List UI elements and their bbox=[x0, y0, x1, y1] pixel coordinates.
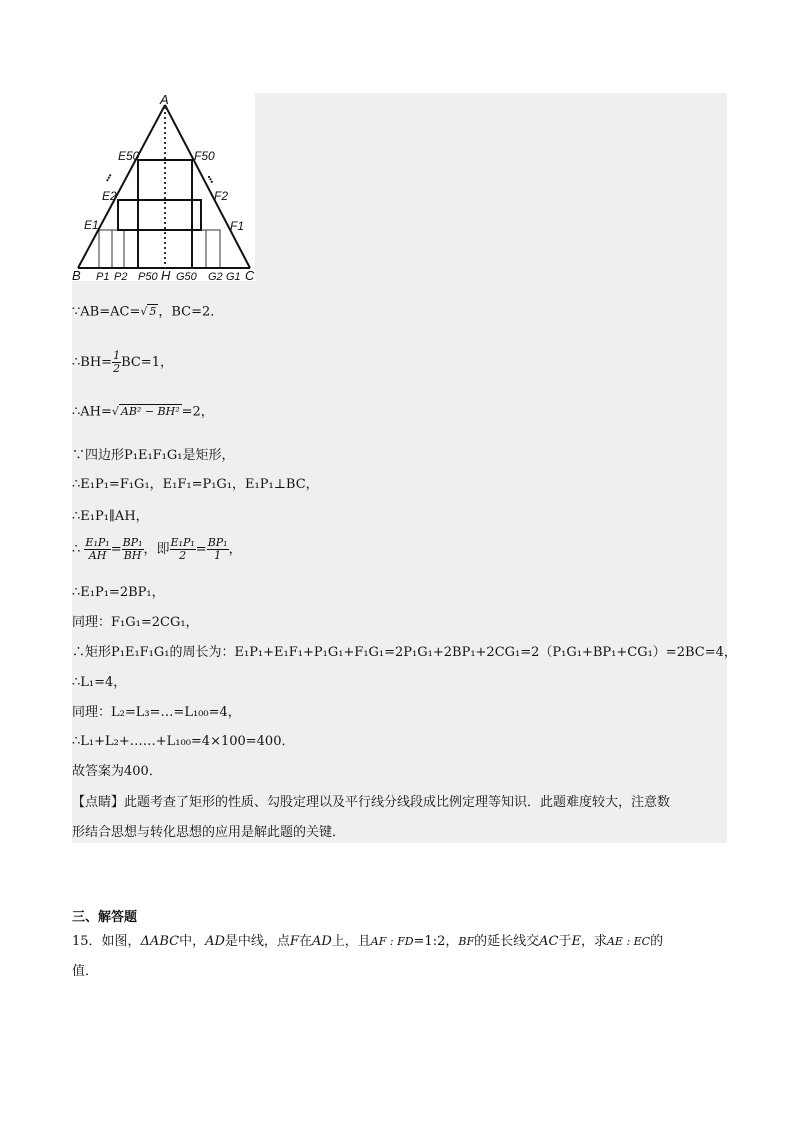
text: =2， bbox=[181, 404, 214, 420]
text: ，BC=2． bbox=[158, 304, 224, 320]
sqrt-5: √ 5 bbox=[140, 305, 157, 318]
label-e2: E2 bbox=[102, 189, 117, 203]
text: BC=1， bbox=[121, 355, 173, 370]
line-proportion bbox=[72, 537, 242, 562]
numerator: 1 bbox=[113, 349, 121, 362]
numerator: E₁P₁ bbox=[170, 536, 195, 549]
label-c: C bbox=[245, 268, 255, 281]
rect-2 bbox=[118, 200, 201, 230]
line-parallel: ∴E₁P₁∥AH， bbox=[72, 509, 149, 524]
fraction-e1p1-2 bbox=[170, 537, 196, 562]
comment-line-2: 形结合思想与转化思想的应用是解此题的关键． bbox=[72, 825, 346, 840]
label-b: B bbox=[72, 268, 81, 281]
text: ∴BH= bbox=[72, 355, 113, 370]
text: 15．如图， bbox=[72, 934, 141, 949]
label-g2: G2 bbox=[208, 271, 223, 281]
text: =1:2， bbox=[413, 934, 459, 949]
text: ∴AH= bbox=[72, 404, 112, 420]
label-g50: G50 bbox=[176, 271, 197, 281]
math: E bbox=[571, 934, 581, 949]
math: AD bbox=[205, 934, 225, 949]
text: 值． bbox=[72, 964, 99, 979]
denominator: 1 bbox=[214, 549, 222, 562]
text: 是中线，点 bbox=[224, 934, 290, 949]
dots-left: ••• bbox=[102, 171, 115, 184]
line-ah bbox=[72, 403, 214, 422]
triangle-figure bbox=[72, 93, 255, 281]
line-ab-ac bbox=[72, 303, 223, 322]
label-f50: F50 bbox=[194, 149, 215, 163]
line-e1p1: ∴E₁P₁=2BP₁， bbox=[72, 585, 165, 600]
line-equal-sides: ∴E₁P₁=F₁G₁，E₁F₁=P₁G₁，E₁P₁⊥BC， bbox=[72, 477, 319, 492]
dots-right: ••• bbox=[204, 173, 217, 186]
math: AC bbox=[539, 934, 559, 949]
label-e1: E1 bbox=[84, 218, 99, 232]
label-a: A bbox=[160, 93, 169, 107]
math: BF bbox=[458, 935, 475, 948]
label-h: H bbox=[161, 268, 171, 281]
problem-15 bbox=[72, 927, 728, 987]
line-answer: 故答案为400． bbox=[72, 764, 162, 779]
text: = bbox=[195, 542, 207, 557]
text: ∵AB=AC= bbox=[72, 304, 141, 320]
math: AE : EC bbox=[606, 935, 651, 948]
fraction-bp1-1 bbox=[207, 537, 229, 562]
text: ∴ bbox=[72, 542, 81, 557]
text: = bbox=[110, 542, 122, 557]
text: 上，且 bbox=[331, 934, 371, 949]
math: AF : FD bbox=[370, 935, 414, 948]
sqrt-ab-bh: √ AB² − BH² bbox=[111, 405, 180, 418]
line-perimeter: ∴矩形P₁E₁F₁G₁的周长为：E₁P₁+E₁F₁+P₁G₁+F₁G₁=2P₁G₁+2BP₁+2CG₁=2（P₁G₁+BP₁+CG₁）=2BC=4， bbox=[72, 645, 737, 660]
math: F bbox=[289, 934, 299, 949]
side-ab bbox=[78, 105, 165, 268]
text: ，求 bbox=[580, 934, 607, 949]
radicand: 5 bbox=[149, 305, 157, 318]
line-rectangle: ∵四边形P₁E₁F₁G₁是矩形， bbox=[72, 448, 235, 463]
label-p1: P1 bbox=[96, 271, 110, 281]
numerator: BP₁ bbox=[207, 536, 228, 549]
text: ， bbox=[228, 542, 242, 557]
triangle-diagram bbox=[72, 93, 255, 281]
fraction-e1p1-ah bbox=[84, 537, 110, 562]
fraction-bp1-bh bbox=[122, 537, 144, 562]
radicand: AB² − BH² bbox=[120, 405, 180, 418]
denominator: 2 bbox=[179, 549, 187, 562]
numerator: BP₁ bbox=[122, 536, 143, 549]
line-sum: ∴L₁+L₂+……+L₁₀₀=4×100=400． bbox=[72, 734, 295, 749]
denominator: 2 bbox=[113, 362, 121, 375]
text: 的延长线交 bbox=[474, 934, 540, 949]
line-l1: ∴L₁=4， bbox=[72, 675, 127, 690]
fraction-half bbox=[112, 350, 121, 375]
text: 中， bbox=[179, 934, 206, 949]
label-f1: F1 bbox=[230, 219, 245, 233]
label-p2: P2 bbox=[114, 271, 128, 281]
text: ，即 bbox=[143, 542, 170, 557]
line-l-equal: 同理：L₂=L₃=…=L₁₀₀=4， bbox=[72, 705, 241, 720]
comment-line-1: 【点睛】此题考查了矩形的性质、勾股定理以及平行线分线段成比例定理等知识．此题难度较大，注意数 bbox=[72, 795, 671, 810]
label-p50: P50 bbox=[138, 271, 158, 281]
line-bh bbox=[72, 350, 173, 375]
line-f1g1: 同理：F₁G₁=2CG₁， bbox=[72, 615, 199, 630]
label-g1: G1 bbox=[226, 271, 241, 281]
text: 于 bbox=[558, 934, 572, 949]
text: 的 bbox=[650, 934, 664, 949]
math: AD bbox=[311, 934, 332, 949]
text: 在 bbox=[298, 934, 312, 949]
math: ΔABC bbox=[140, 934, 180, 949]
numerator: E₁P₁ bbox=[85, 536, 110, 549]
side-ac bbox=[165, 105, 250, 268]
denominator: BH bbox=[123, 549, 142, 562]
rect-1 bbox=[99, 230, 220, 268]
section-title: 三、解答题 bbox=[72, 910, 138, 925]
denominator: AH bbox=[88, 549, 107, 562]
label-e50: E50 bbox=[118, 149, 140, 163]
label-f2: F2 bbox=[214, 189, 229, 203]
